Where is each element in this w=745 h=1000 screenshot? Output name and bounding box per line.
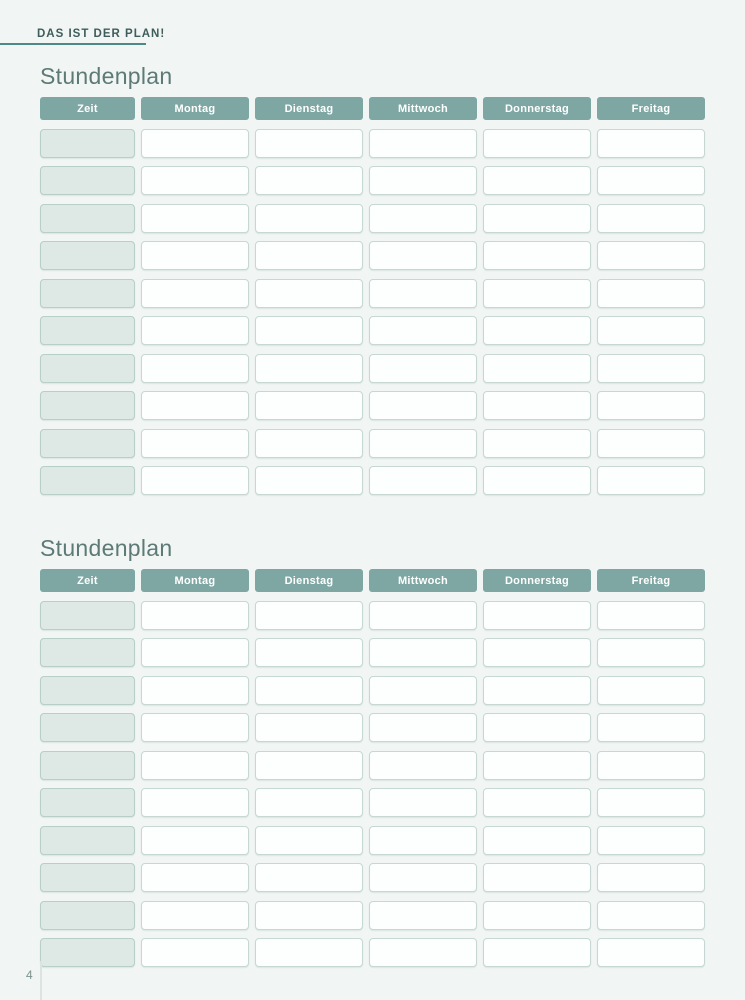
entry-cell xyxy=(141,391,249,420)
entry-cell xyxy=(483,826,591,855)
entry-cell xyxy=(483,279,591,308)
entry-cell xyxy=(483,391,591,420)
entry-cell xyxy=(597,429,705,458)
entry-cell xyxy=(369,279,477,308)
page-number: 4 xyxy=(26,968,33,982)
column-header-mittwoch: Mittwoch xyxy=(369,97,477,120)
entry-cell xyxy=(255,901,363,930)
entry-cell xyxy=(483,129,591,158)
entry-cell xyxy=(483,938,591,967)
time-cell xyxy=(40,826,135,855)
entry-cell xyxy=(141,826,249,855)
entry-cell xyxy=(597,279,705,308)
timetable-grid xyxy=(40,569,705,967)
entry-cell xyxy=(141,638,249,667)
entry-cell xyxy=(369,676,477,705)
footer-divider-line xyxy=(40,961,42,1000)
entry-cell xyxy=(141,316,249,345)
section-title: Stundenplan xyxy=(40,535,173,561)
entry-cell xyxy=(597,129,705,158)
entry-cell xyxy=(597,241,705,270)
entry-cell xyxy=(255,354,363,383)
entry-cell xyxy=(141,466,249,495)
entry-cell xyxy=(141,279,249,308)
entry-cell xyxy=(597,826,705,855)
entry-cell xyxy=(369,826,477,855)
entry-cell xyxy=(369,863,477,892)
time-cell xyxy=(40,391,135,420)
entry-cell xyxy=(255,316,363,345)
entry-cell xyxy=(141,241,249,270)
time-cell xyxy=(40,751,135,780)
entry-cell xyxy=(597,751,705,780)
entry-cell xyxy=(369,391,477,420)
entry-cell xyxy=(255,863,363,892)
entry-cell xyxy=(483,788,591,817)
entry-cell xyxy=(597,938,705,967)
time-cell xyxy=(40,429,135,458)
entry-cell xyxy=(255,466,363,495)
entry-cell xyxy=(255,826,363,855)
time-cell xyxy=(40,354,135,383)
entry-cell xyxy=(483,713,591,742)
entry-cell xyxy=(369,638,477,667)
timetable-section-2 xyxy=(40,534,705,967)
timetable-grid xyxy=(40,97,705,495)
entry-cell xyxy=(369,241,477,270)
time-cell xyxy=(40,938,135,967)
entry-cell xyxy=(369,316,477,345)
entry-cell xyxy=(369,204,477,233)
entry-cell xyxy=(597,354,705,383)
entry-cell xyxy=(141,204,249,233)
time-cell xyxy=(40,901,135,930)
time-cell xyxy=(40,676,135,705)
entry-cell xyxy=(483,751,591,780)
entry-cell xyxy=(483,676,591,705)
time-cell xyxy=(40,204,135,233)
entry-cell xyxy=(141,129,249,158)
entry-cell xyxy=(597,166,705,195)
time-cell xyxy=(40,788,135,817)
entry-cell xyxy=(597,676,705,705)
entry-cell xyxy=(255,204,363,233)
entry-cell xyxy=(255,751,363,780)
entry-cell xyxy=(597,466,705,495)
entry-cell xyxy=(141,788,249,817)
entry-cell xyxy=(483,354,591,383)
entry-cell xyxy=(255,241,363,270)
entry-cell xyxy=(483,601,591,630)
entry-cell xyxy=(369,751,477,780)
entry-cell xyxy=(483,241,591,270)
entry-cell xyxy=(483,901,591,930)
entry-cell xyxy=(597,788,705,817)
entry-cell xyxy=(597,316,705,345)
entry-cell xyxy=(369,466,477,495)
time-cell xyxy=(40,638,135,667)
column-header-donnerstag: Donnerstag xyxy=(483,97,591,120)
entry-cell xyxy=(141,751,249,780)
entry-cell xyxy=(255,713,363,742)
timetable-section-1 xyxy=(40,62,705,495)
entry-cell xyxy=(141,676,249,705)
time-cell xyxy=(40,601,135,630)
time-cell xyxy=(40,279,135,308)
column-header-zeit: Zeit xyxy=(40,569,135,592)
entry-cell xyxy=(483,204,591,233)
entry-cell xyxy=(483,863,591,892)
time-cell xyxy=(40,166,135,195)
column-header-montag: Montag xyxy=(141,97,249,120)
time-cell xyxy=(40,466,135,495)
entry-cell xyxy=(255,676,363,705)
entry-cell xyxy=(255,429,363,458)
entry-cell xyxy=(141,601,249,630)
column-header-montag: Montag xyxy=(141,569,249,592)
column-header-freitag: Freitag xyxy=(597,97,705,120)
column-header-mittwoch: Mittwoch xyxy=(369,569,477,592)
entry-cell xyxy=(141,354,249,383)
entry-cell xyxy=(369,429,477,458)
entry-cell xyxy=(255,938,363,967)
time-cell xyxy=(40,241,135,270)
entry-cell xyxy=(597,391,705,420)
entry-cell xyxy=(255,166,363,195)
time-cell xyxy=(40,713,135,742)
entry-cell xyxy=(255,391,363,420)
time-cell xyxy=(40,863,135,892)
eyebrow-underline xyxy=(0,43,146,45)
entry-cell xyxy=(483,429,591,458)
column-header-freitag: Freitag xyxy=(597,569,705,592)
column-header-donnerstag: Donnerstag xyxy=(483,569,591,592)
page-eyebrow-label: DAS IST DER PLAN! xyxy=(37,28,166,40)
entry-cell xyxy=(597,901,705,930)
entry-cell xyxy=(483,166,591,195)
column-header-dienstag: Dienstag xyxy=(255,569,363,592)
entry-cell xyxy=(483,316,591,345)
time-cell xyxy=(40,129,135,158)
entry-cell xyxy=(141,863,249,892)
entry-cell xyxy=(597,863,705,892)
section-title: Stundenplan xyxy=(40,63,173,89)
entry-cell xyxy=(369,129,477,158)
entry-cell xyxy=(597,713,705,742)
column-header-dienstag: Dienstag xyxy=(255,97,363,120)
entry-cell xyxy=(597,638,705,667)
entry-cell xyxy=(141,901,249,930)
entry-cell xyxy=(255,279,363,308)
entry-cell xyxy=(369,938,477,967)
entry-cell xyxy=(369,166,477,195)
entry-cell xyxy=(369,601,477,630)
entry-cell xyxy=(369,901,477,930)
entry-cell xyxy=(369,354,477,383)
entry-cell xyxy=(369,713,477,742)
entry-cell xyxy=(255,788,363,817)
entry-cell xyxy=(141,429,249,458)
entry-cell xyxy=(483,638,591,667)
entry-cell xyxy=(255,638,363,667)
entry-cell xyxy=(483,466,591,495)
entry-cell xyxy=(141,166,249,195)
entry-cell xyxy=(141,938,249,967)
entry-cell xyxy=(255,129,363,158)
entry-cell xyxy=(255,601,363,630)
entry-cell xyxy=(597,601,705,630)
time-cell xyxy=(40,316,135,345)
entry-cell xyxy=(597,204,705,233)
entry-cell xyxy=(141,713,249,742)
entry-cell xyxy=(369,788,477,817)
column-header-zeit: Zeit xyxy=(40,97,135,120)
